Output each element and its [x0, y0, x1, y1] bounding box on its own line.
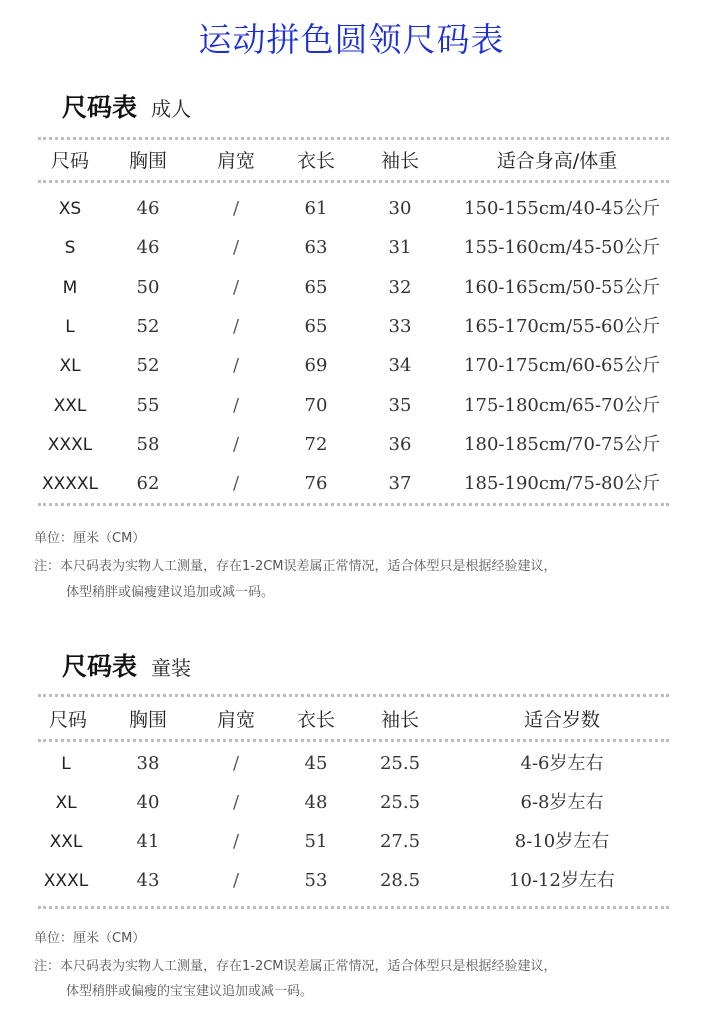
- cell-shoulder: /: [232, 870, 240, 891]
- cell-size: L: [65, 316, 75, 337]
- cell-fit: 155-160cm/45-50公斤: [464, 237, 660, 259]
- cell-chest: 46: [136, 237, 160, 259]
- cell-sleeve: 33: [388, 315, 412, 337]
- header-shoulder: 肩宽: [216, 150, 255, 172]
- cell-sleeve: 31: [388, 237, 412, 259]
- cell-fit: 10-12岁左右: [509, 870, 615, 891]
- adult-remark-line1: 注：本尺码表为实物人工测量，存在1-2CM误差属正常情况，适合体型只是根据经验建议，: [34, 559, 557, 574]
- cell-size: XXXXL: [41, 474, 99, 495]
- adult-section-heading: [62, 88, 191, 124]
- cell-size: XXXL: [47, 434, 93, 455]
- divider: [38, 739, 669, 742]
- cell-length: 45: [304, 753, 328, 774]
- cell-fit: 185-190cm/75-80公斤: [464, 473, 660, 495]
- cell-shoulder: /: [232, 394, 240, 416]
- cell-fit: 8-10岁左右: [514, 831, 610, 852]
- cell-shoulder: /: [232, 237, 240, 259]
- cell-length: 65: [304, 276, 328, 298]
- cell-size: XXXL: [43, 871, 89, 891]
- header-length: 衣长: [296, 150, 335, 172]
- header-sleeve: 袖长: [380, 709, 419, 731]
- cell-length: 61: [304, 198, 328, 219]
- header-size: 尺码: [48, 709, 87, 731]
- cell-chest: 62: [136, 473, 160, 495]
- cell-chest: 55: [136, 394, 160, 416]
- table-row: [0, 789, 703, 817]
- cell-chest: 43: [136, 870, 160, 891]
- cell-length: 51: [304, 831, 328, 852]
- cell-shoulder: /: [232, 198, 240, 219]
- cell-size: M: [62, 277, 78, 298]
- header-chest: 胸围: [128, 709, 167, 731]
- cell-length: 69: [304, 355, 328, 377]
- table-row: [0, 750, 703, 778]
- table-row: [0, 313, 703, 341]
- table-row: [0, 431, 703, 459]
- header-size: 尺码: [50, 150, 89, 172]
- adult-table-header: [0, 147, 703, 175]
- cell-shoulder: /: [232, 315, 240, 337]
- adult-section-title: 尺码表: [62, 93, 138, 122]
- adult-unit-note: 单位：厘米（CM）: [34, 531, 146, 546]
- cell-chest: 46: [136, 198, 160, 219]
- divider: [38, 503, 669, 506]
- cell-size: XS: [58, 199, 82, 219]
- cell-sleeve: 30: [388, 198, 412, 219]
- adult-remark-line2: 体型稍胖或偏瘦建议追加或减一码。: [66, 585, 275, 600]
- header-fit: 适合身高/体重: [496, 150, 618, 172]
- header-shoulder: 肩宽: [216, 709, 255, 731]
- table-row: [0, 392, 703, 420]
- cell-size: XXL: [53, 395, 87, 416]
- cell-fit: 180-185cm/70-75公斤: [464, 433, 660, 455]
- divider: [38, 694, 669, 697]
- cell-length: 63: [304, 237, 328, 259]
- header-age: 适合岁数: [523, 709, 600, 731]
- cell-length: 72: [304, 433, 328, 455]
- cell-size: S: [64, 238, 76, 259]
- divider: [38, 180, 669, 183]
- cell-sleeve: 37: [388, 473, 412, 495]
- cell-shoulder: /: [232, 473, 240, 495]
- cell-chest: 41: [136, 831, 160, 852]
- kids-section-subtitle: 童装: [151, 656, 192, 680]
- cell-chest: 50: [136, 276, 160, 298]
- cell-fit: 6-8岁左右: [520, 792, 604, 813]
- cell-size: XXL: [49, 832, 83, 852]
- cell-fit: 175-180cm/65-70公斤: [464, 394, 660, 416]
- page-title: 运动拼色圆领尺码表: [198, 20, 505, 59]
- cell-chest: 40: [136, 792, 160, 813]
- table-row: [0, 828, 703, 856]
- kids-section-title: 尺码表: [62, 652, 138, 681]
- header-sleeve: 袖长: [380, 150, 419, 172]
- cell-shoulder: /: [232, 792, 240, 813]
- cell-length: 76: [304, 473, 328, 495]
- cell-fit: 160-165cm/50-55公斤: [464, 276, 660, 298]
- cell-length: 53: [304, 870, 328, 891]
- cell-chest: 58: [136, 433, 160, 455]
- kids-remark-line1: 注：本尺码表为实物人工测量，存在1-2CM误差属正常情况，适合体型只是根据经验建议，: [34, 959, 557, 974]
- cell-sleeve: 36: [388, 433, 412, 455]
- cell-shoulder: /: [232, 831, 240, 852]
- table-row: [0, 274, 703, 302]
- cell-shoulder: /: [232, 276, 240, 298]
- cell-sleeve: 25.5: [379, 753, 421, 774]
- cell-fit: 170-175cm/60-65公斤: [464, 355, 660, 377]
- cell-chest: 52: [136, 315, 160, 337]
- cell-sleeve: 27.5: [379, 831, 421, 852]
- cell-sleeve: 34: [388, 355, 412, 377]
- cell-length: 48: [304, 792, 328, 813]
- cell-sleeve: 28.5: [379, 870, 421, 891]
- divider: [38, 906, 669, 909]
- cell-fit: 150-155cm/40-45公斤: [464, 198, 660, 219]
- kids-section-heading: [62, 647, 191, 683]
- cell-chest: 38: [136, 753, 160, 774]
- table-row: [0, 352, 703, 380]
- cell-fit: 165-170cm/55-60公斤: [464, 315, 660, 337]
- adult-section-subtitle: 成人: [151, 97, 192, 121]
- cell-length: 65: [304, 315, 328, 337]
- table-row: [0, 470, 703, 498]
- kids-remark-line2: 体型稍胖或偏瘦的宝宝建议追加或减一码。: [66, 984, 314, 999]
- cell-sleeve: 32: [388, 276, 412, 298]
- kids-table-header: [0, 706, 703, 734]
- cell-shoulder: /: [232, 355, 240, 377]
- header-chest: 胸围: [128, 150, 167, 172]
- cell-size: XL: [59, 356, 81, 377]
- cell-fit: 4-6岁左右: [520, 753, 604, 774]
- divider: [38, 137, 669, 140]
- cell-shoulder: /: [232, 753, 240, 774]
- header-length: 衣长: [296, 709, 335, 731]
- cell-sleeve: 35: [388, 394, 412, 416]
- cell-size: XL: [55, 793, 77, 813]
- kids-unit-note: 单位：厘米（CM）: [34, 931, 146, 946]
- cell-sleeve: 25.5: [379, 792, 421, 813]
- cell-chest: 52: [136, 355, 160, 377]
- cell-size: L: [61, 754, 71, 774]
- cell-length: 70: [304, 394, 328, 416]
- table-row: [0, 867, 703, 895]
- table-row: [0, 234, 703, 262]
- table-row: [0, 195, 703, 223]
- cell-shoulder: /: [232, 433, 240, 455]
